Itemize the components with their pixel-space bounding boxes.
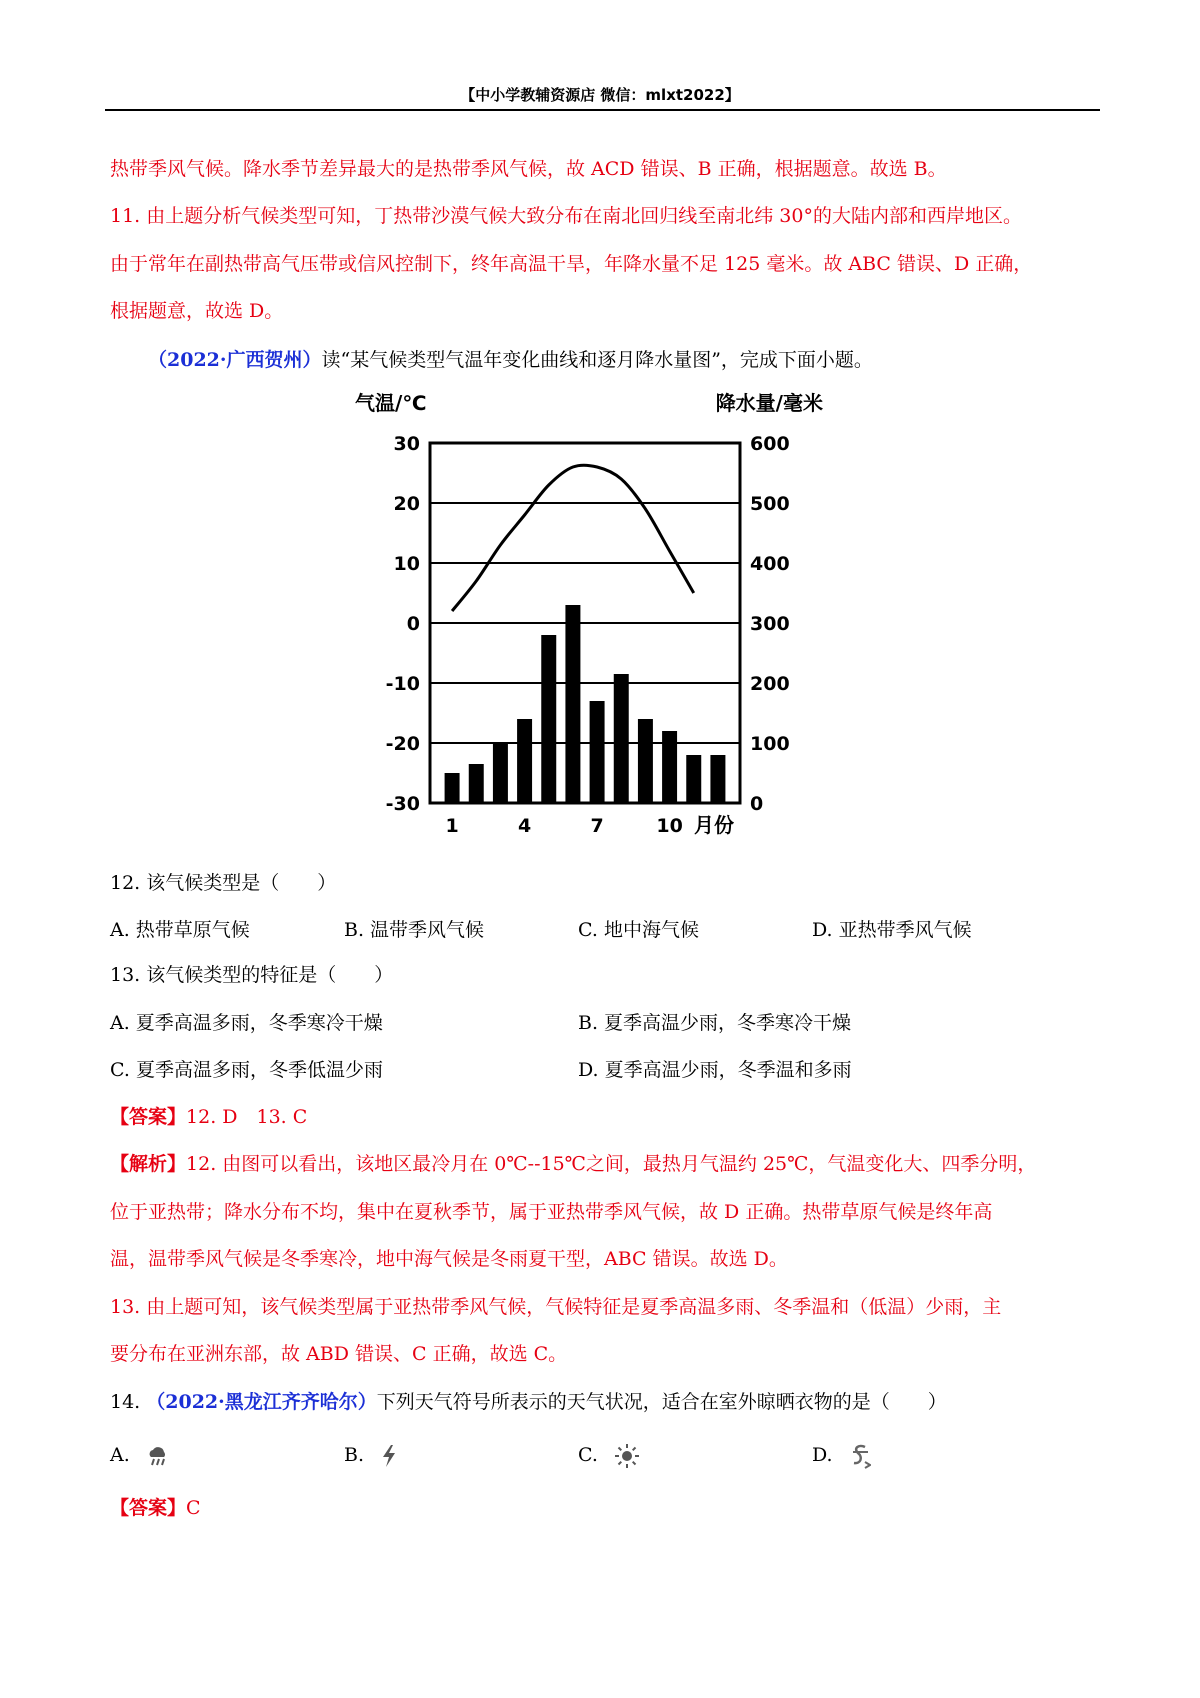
y-right-tick-label: 300 (750, 613, 790, 635)
x-axis-title: 月份 (694, 813, 734, 837)
analysis-line (110, 1151, 1095, 1177)
x-tick-label: 7 (590, 815, 604, 837)
y-right-tick-label: 0 (750, 793, 764, 815)
y-left-tick-label: 30 (393, 433, 420, 455)
q14-option-d (812, 1442, 871, 1469)
x-tick-label: 10 (656, 815, 683, 837)
q14-stem (110, 1389, 1095, 1415)
q14-option-b (344, 1442, 398, 1468)
y-right-tick-label: 100 (750, 733, 790, 755)
y-right-title: 降水量/毫米 (715, 391, 823, 415)
answer-label: 【答案】 (110, 1106, 187, 1128)
q14-option-c (578, 1442, 640, 1469)
q14-number: 14. (110, 1391, 147, 1413)
y-left-tick-label: 0 (406, 613, 420, 635)
y-left-tick-label: -30 (385, 793, 420, 815)
q12-option-b: B. 温带季风气候 (344, 919, 485, 941)
analysis-line: 要分布在亚洲东部，故 ABD 错误、C 正确，故选 C。 (110, 1343, 568, 1365)
y-right-tick-label: 200 (750, 673, 790, 695)
precip-bar (662, 731, 677, 803)
q13-option-c: C. 夏季高温多雨，冬季低温少雨 (110, 1059, 383, 1081)
q14-option-a (110, 1442, 170, 1468)
analysis-label: 【解析】 (110, 1153, 187, 1175)
answer-block-2 (110, 1495, 1095, 1521)
q13-option-b: B. 夏季高温少雨，冬季寒冷干燥 (578, 1012, 852, 1034)
precip-bar (517, 719, 532, 803)
answer-text: C (186, 1497, 201, 1519)
y-left-tick-label: -10 (385, 673, 420, 695)
x-tick-label: 4 (517, 815, 532, 837)
answer-text: 12. D 13. C (186, 1106, 308, 1128)
q14-option-c-label: C. (578, 1444, 598, 1466)
intro-text: 读“某气候类型气温年变化曲线和逐月降水量图”，完成下面小题。 (321, 349, 873, 371)
y-right-tick-label: 500 (750, 493, 790, 515)
analysis-prev-line: 热带季风气候。降水季节差异最大的是热带季风气候，故 ACD 错误、B 正确，根据题意。故选 B。 (110, 158, 947, 180)
precip-bar (638, 719, 653, 803)
sandstorm-icon (849, 1443, 871, 1469)
y-right-tick-label: 400 (750, 553, 790, 575)
analysis-line: 温，温带季风气候是冬季寒冷，地中海气候是冬雨夏干型，ABC 错误。故选 D。 (110, 1248, 788, 1270)
q13-stem: 13. 该气候类型的特征是（ ） (110, 964, 394, 986)
q12-option-c: C. 地中海气候 (578, 919, 699, 941)
analysis-line: 位于亚热带；降水分布不均，集中在夏秋季节，属于亚热带季风气候，故 D 正确。热带草原气候是终年高 (110, 1201, 993, 1223)
y-left-tick-label: -20 (385, 733, 420, 755)
y-left-tick-label: 20 (393, 493, 420, 515)
q12-option-d: D. 亚热带季风气候 (812, 919, 972, 941)
rain-cloud-icon (146, 1445, 170, 1467)
precip-bar (445, 773, 460, 803)
answer-block (110, 1104, 1095, 1130)
q14-source: （2022·黑龙江齐齐哈尔） (146, 1391, 377, 1413)
intro-source: （2022·广西贺州） (148, 349, 322, 371)
precip-bar (710, 755, 725, 803)
precip-bar (614, 674, 629, 803)
q13-option-a: A. 夏季高温多雨，冬季寒冷干燥 (110, 1012, 383, 1034)
q14-option-b-label: B. (344, 1444, 365, 1466)
q14-option-d-label: D. (812, 1444, 833, 1466)
precip-bar (686, 755, 701, 803)
temperature-curve (452, 465, 694, 611)
y-left-tick-label: 10 (393, 553, 420, 575)
x-tick-label: 1 (445, 815, 459, 837)
analysis-q12-text: 12. 由图可以看出，该地区最冷月在 0℃--15℃之间，最热月气温约 25℃，气温变化大、四季分明， (186, 1153, 1037, 1175)
climate-chart (355, 388, 835, 848)
y-right-tick-label: 600 (750, 433, 790, 455)
precip-bar (565, 605, 580, 803)
precip-bar (469, 764, 484, 803)
precip-bar (493, 743, 508, 803)
analysis-line: 13. 由上题可知，该气候类型属于亚热带季风气候，气候特征是夏季高温多雨、冬季温和（低温）少雨，主 (110, 1296, 1002, 1318)
q14-option-a-label: A. (110, 1444, 130, 1466)
sun-icon (614, 1443, 640, 1469)
q12-stem: 12. 该气候类型是（ ） (110, 872, 337, 894)
analysis-q11-line: 11. 由上题分析气候类型可知，丁热带沙漠气候大致分布在南北回归线至南北纬 30°的大陆内部和西岸地区。 (110, 205, 1022, 227)
precip-bar (590, 701, 605, 803)
precip-bar (541, 635, 556, 803)
page-header: 【中小学教辅资源店 微信：mlxt2022】 (460, 86, 740, 104)
question-intro (148, 347, 1133, 373)
q13-option-d: D. 夏季高温少雨，冬季温和多雨 (578, 1059, 852, 1081)
q14-text: 下列天气符号所表示的天气状况，适合在室外晾晒衣物的是（ ） (376, 1391, 947, 1413)
analysis-q11-line: 由于常年在副热带高气压带或信风控制下，终年高温干旱，年降水量不足 125 毫米。故 ABC 错误、D 正确， (110, 253, 1033, 275)
q12-option-a: A. 热带草原气候 (110, 919, 250, 941)
header-rule (105, 109, 1100, 111)
analysis-q11-line: 根据题意，故选 D。 (110, 300, 284, 322)
answer-label: 【答案】 (110, 1497, 187, 1519)
lightning-icon (380, 1444, 398, 1468)
y-left-title: 气温/℃ (355, 391, 427, 415)
